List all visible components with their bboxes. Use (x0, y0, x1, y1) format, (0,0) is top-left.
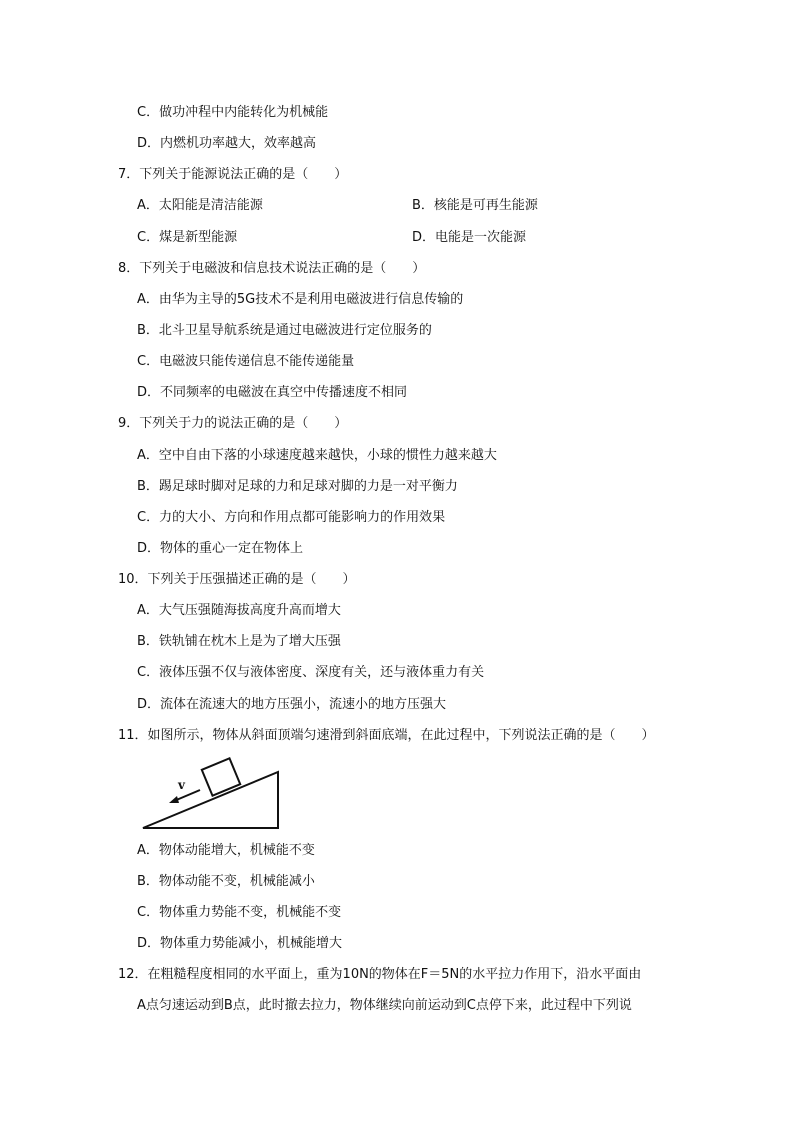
q10-option-c: C．液体压强不仅与液体密度、深度有关，还与液体重力有关 (137, 665, 485, 680)
q7-option-c: C．煤是新型能源 (137, 230, 238, 245)
q8-option-b: B．北斗卫星导航系统是通过电磁波进行定位服务的 (137, 323, 432, 338)
q9-option-a: A．空中自由下落的小球速度越来越快，小球的惯性力越来越大 (137, 448, 497, 463)
q9-stem: 9．下列关于力的说法正确的是（ ） (118, 416, 348, 431)
q11-stem: 11．如图所示，物体从斜面顶端匀速滑到斜面底端，在此过程中，下列说法正确的是（ ） (118, 728, 655, 743)
q10-stem: 10．下列关于压强描述正确的是（ ） (118, 572, 356, 587)
velocity-arrow-head (169, 796, 179, 803)
q8-option-d: D．不同频率的电磁波在真空中传播速度不相同 (137, 385, 408, 400)
q11-option-a: A．物体动能增大，机械能不变 (137, 843, 315, 858)
q12-stem-line1: 12．在粗糙程度相同的水平面上，重为10N的物体在F＝5N的水平拉力作用下，沿水平面由 (118, 967, 642, 982)
q8-option-a: A．由华为主导的5G技术不是利用电磁波进行信息传输的 (137, 292, 464, 307)
q8-option-c: C．电磁波只能传递信息不能传递能量 (137, 354, 355, 369)
q9-option-b: B．踢足球时脚对足球的力和足球对脚的力是一对平衡力 (137, 479, 458, 494)
q9-option-d: D．物体的重心一定在物体上 (137, 541, 304, 556)
q6-option-d: D．内燃机功率越大，效率越高 (137, 136, 317, 151)
velocity-label: v (178, 778, 185, 792)
q7-option-a: A．太阳能是清洁能源 (137, 198, 263, 213)
q12-stem-line2: A点匀速运动到B点，此时撤去拉力，物体继续向前运动到C点停下来，此过程中下列说 (137, 998, 632, 1013)
q10-option-b: B．铁轨铺在枕木上是为了增大压强 (137, 634, 341, 649)
q8-stem: 8．下列关于电磁波和信息技术说法正确的是（ ） (118, 261, 426, 276)
q11-option-d: D．物体重力势能减小，机械能增大 (137, 936, 343, 951)
q11-option-c: C．物体重力势能不变，机械能不变 (137, 905, 342, 920)
q7-option-b: B．核能是可再生能源 (412, 198, 538, 213)
q10-option-a: A．大气压强随海拔高度升高而增大 (137, 603, 341, 618)
q7-stem: 7．下列关于能源说法正确的是（ ） (118, 167, 348, 182)
incline-block-figure (138, 752, 288, 834)
q10-option-d: D．流体在流速大的地方压强小，流速小的地方压强大 (137, 697, 447, 712)
q11-option-b: B．物体动能不变，机械能减小 (137, 874, 315, 889)
q7-option-d: D．电能是一次能源 (412, 230, 527, 245)
q9-option-c: C．力的大小、方向和作用点都可能影响力的作用效果 (137, 510, 446, 525)
q6-option-c: C．做功冲程中内能转化为机械能 (137, 105, 329, 120)
